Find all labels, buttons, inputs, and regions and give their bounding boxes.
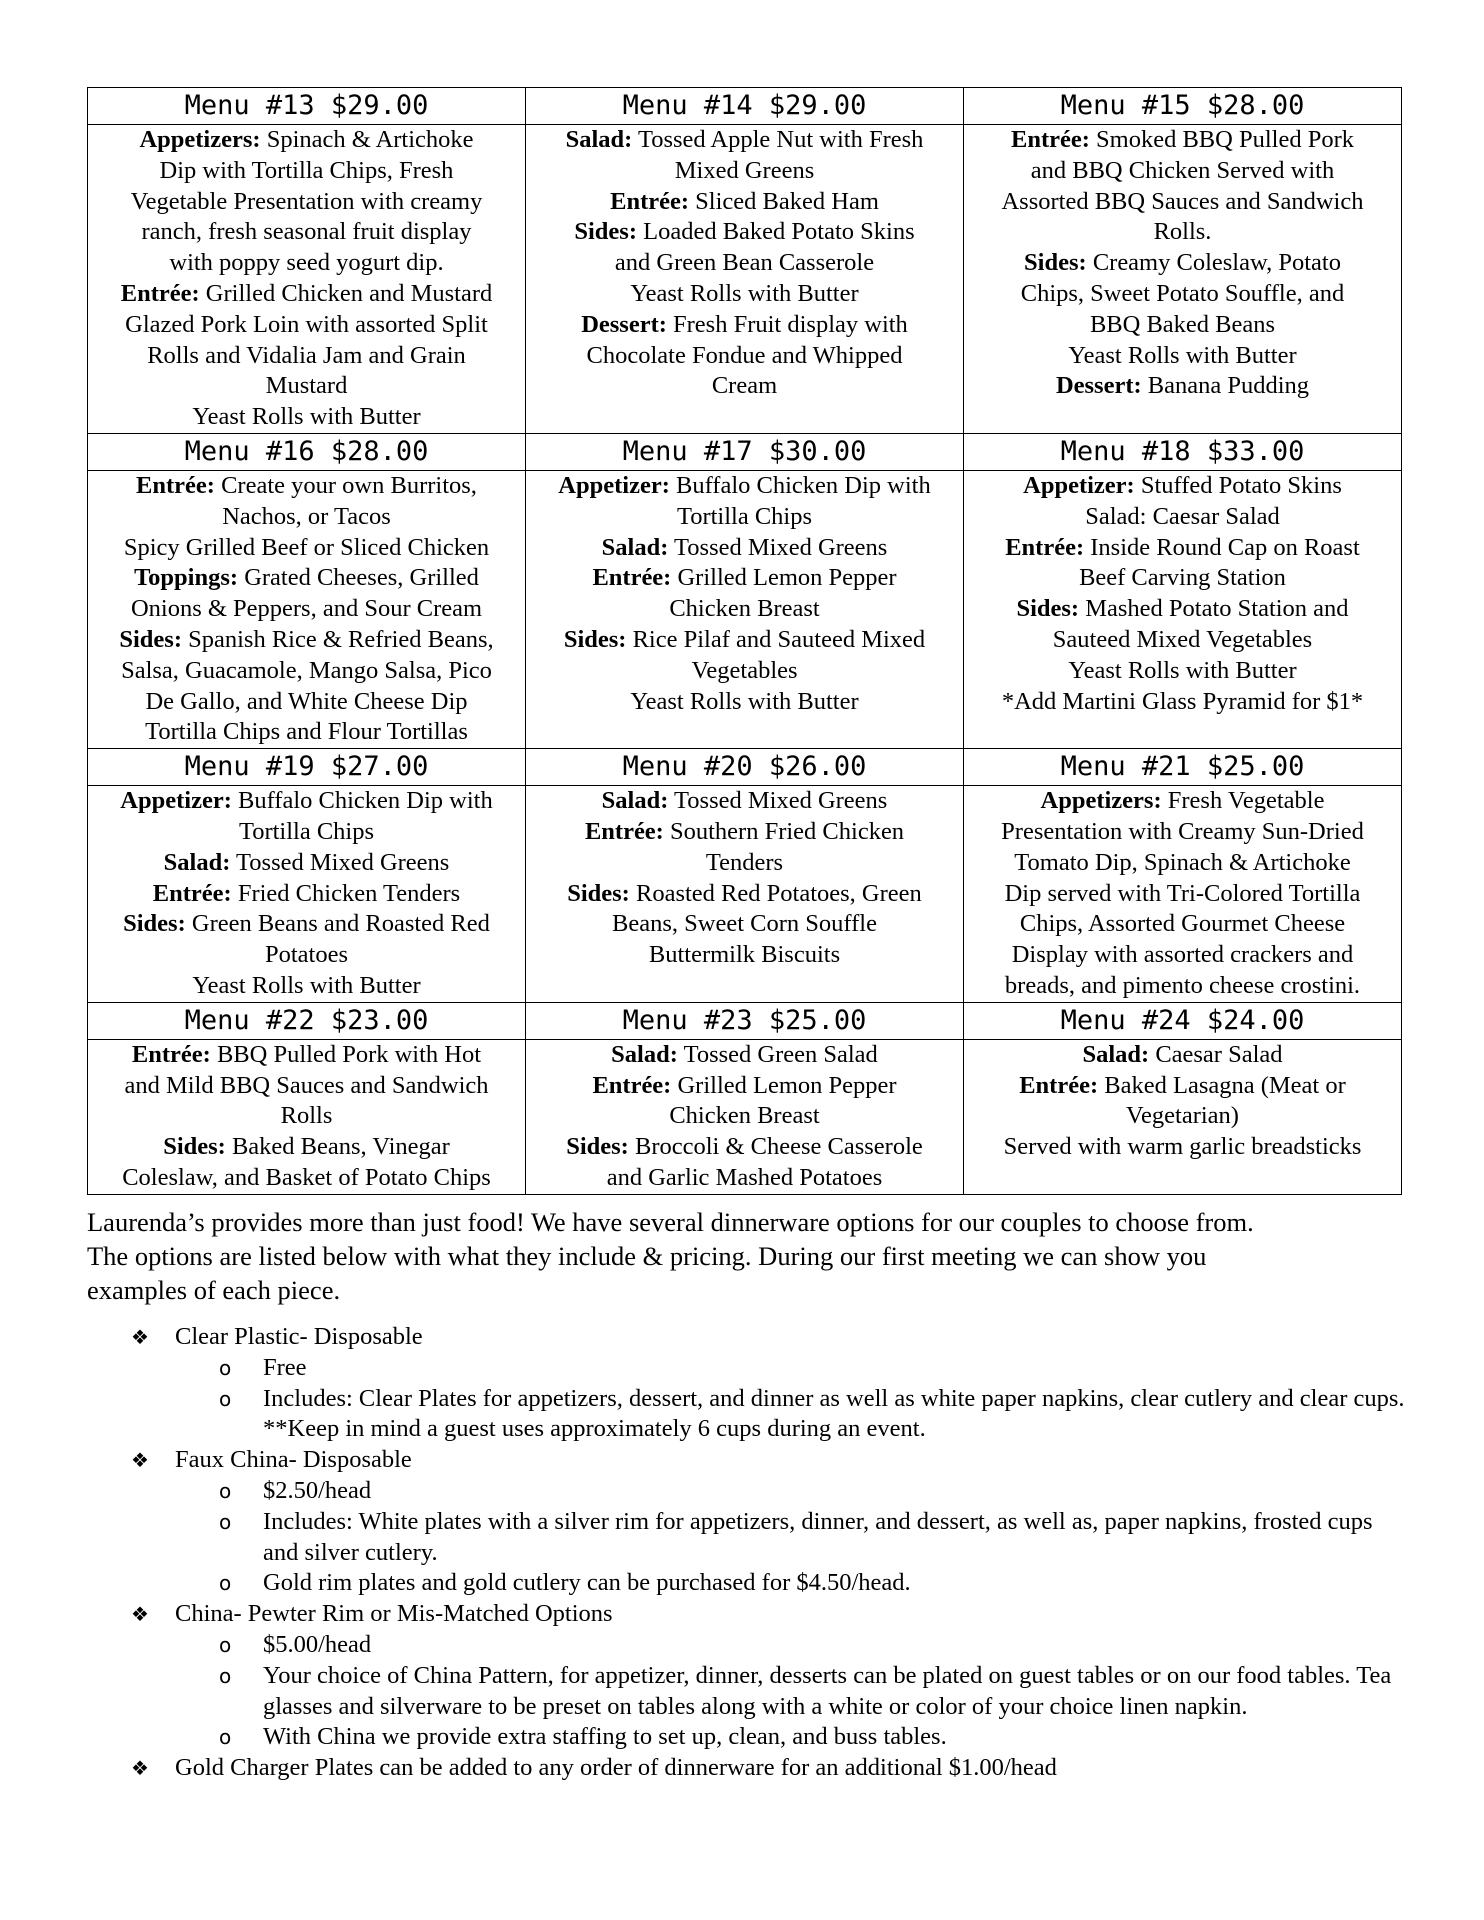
menu-line	[530, 1101, 959, 1132]
menu-line	[530, 187, 959, 218]
dinnerware-option	[87, 1445, 1407, 1476]
menu-text: Create your own Burritos,	[214, 471, 477, 499]
dinnerware-option-detail	[87, 1722, 1407, 1753]
menu-text: Spinach & Artichoke	[260, 126, 474, 153]
menu-line	[968, 156, 1397, 187]
course-label: Entrée:	[1010, 126, 1090, 153]
menu-line	[968, 971, 1397, 1002]
menu-line	[530, 341, 959, 372]
menu-line	[968, 248, 1397, 279]
dinnerware-option-detail	[87, 1353, 1407, 1384]
menu-text: Tenders	[705, 848, 784, 876]
menu-line	[92, 656, 521, 687]
menu-body-row	[88, 125, 1402, 434]
dinnerware-option	[87, 1599, 1407, 1630]
course-label: Entrée:	[1019, 1071, 1099, 1099]
menu-header: Menu #18 $33.00	[964, 433, 1402, 470]
menu-text: Caesar Salad	[1149, 1040, 1283, 1068]
menu-text: Cream	[711, 372, 778, 400]
intro-line: The options are listed below with what they include & pricing. During our first meeting we can show you	[87, 1241, 1207, 1271]
menu-line	[92, 1040, 521, 1071]
menu-text: Grated Cheeses, Grilled	[238, 564, 479, 592]
menu-line	[530, 909, 959, 940]
menu-line	[530, 217, 959, 248]
menu-text: *Add Martini Glass Pyramid for $1*	[1001, 687, 1364, 715]
circle-bullet-icon: o	[219, 1355, 232, 1380]
menu-line	[92, 187, 521, 218]
dinnerware-option-detail	[87, 1568, 1407, 1599]
menu-text: Banana Pudding	[1141, 372, 1310, 400]
menu-text: and Garlic Mashed Potatoes	[606, 1163, 883, 1191]
course-label: Appetizers:	[1040, 787, 1162, 815]
course-label: Entrée:	[131, 1040, 211, 1068]
course-label: Sides:	[163, 1133, 226, 1161]
menu-line	[968, 125, 1397, 156]
menu-text: Mashed Potato Station and	[1079, 595, 1349, 623]
menu-text: Baked Lasagna (Meat or	[1098, 1071, 1346, 1099]
menu-line	[92, 879, 521, 910]
menu-header: Menu #15 $28.00	[964, 88, 1402, 125]
menu-text: Chicken Breast	[669, 1102, 820, 1130]
menu-line	[530, 502, 959, 533]
menu-line	[530, 594, 959, 625]
menu-line	[530, 563, 959, 594]
menu-line	[530, 1071, 959, 1102]
menu-line	[968, 187, 1397, 218]
circle-bullet-icon: o	[219, 1509, 232, 1534]
menu-text: BBQ Pulled Pork with Hot	[210, 1040, 482, 1068]
menu-line	[92, 786, 521, 817]
menu-text: Creamy Coleslaw, Potato	[1086, 249, 1341, 277]
course-label: Sides:	[123, 910, 186, 938]
diamond-bullet-icon: ❖	[131, 1448, 149, 1473]
menu-text: Tossed Green Salad	[677, 1040, 878, 1068]
menu-text: Chocolate Fondue and Whipped	[586, 341, 903, 369]
option-text: $2.50/head	[263, 1476, 372, 1504]
menu-line	[92, 817, 521, 848]
menu-text: Tortilla Chips	[676, 502, 813, 530]
menu-header: Menu #16 $28.00	[88, 433, 526, 470]
circle-bullet-icon: o	[219, 1632, 232, 1657]
course-label: Appetizer:	[1023, 471, 1135, 499]
course-label: Entrée:	[152, 879, 232, 907]
course-label: Entrée:	[136, 471, 215, 499]
menu-line	[530, 879, 959, 910]
menu-line	[92, 717, 521, 748]
menu-header: Menu #22 $23.00	[88, 1002, 526, 1039]
menu-text: Broccoli & Cheese Casserole	[628, 1133, 923, 1161]
menu-text: Coleslaw, and Basket of Potato Chips	[122, 1163, 491, 1191]
dinnerware-options-list	[87, 1322, 1407, 1784]
menu-text: Spanish Rice & Refried Beans,	[182, 625, 494, 653]
menu-line	[92, 1101, 521, 1132]
menu-line	[968, 279, 1397, 310]
menu-description	[964, 1039, 1402, 1194]
menu-line	[530, 371, 959, 402]
menu-description	[88, 786, 526, 1003]
menu-text: Vegetarian)	[1126, 1102, 1239, 1130]
menu-header-row	[88, 1002, 1402, 1039]
menu-text: Roasted Red Potatoes, Green	[629, 879, 922, 907]
menu-text: and Mild BBQ Sauces and Sandwich	[124, 1071, 489, 1099]
menu-line	[968, 817, 1397, 848]
menu-line	[530, 625, 959, 656]
menu-description	[526, 470, 964, 748]
diamond-bullet-icon: ❖	[131, 1602, 149, 1627]
menu-line	[968, 1132, 1397, 1163]
course-label: Appetizer:	[120, 787, 232, 815]
course-label: Entrée:	[120, 279, 200, 307]
menu-line	[968, 909, 1397, 940]
menu-text: Yeast Rolls with Butter	[630, 279, 859, 307]
course-label: Toppings:	[134, 564, 239, 592]
course-label: Salad:	[601, 787, 669, 815]
menu-line	[968, 533, 1397, 564]
menu-line	[92, 341, 521, 372]
menu-text: Rolls.	[1153, 218, 1212, 246]
menu-line	[530, 687, 959, 718]
menu-line	[530, 279, 959, 310]
menu-text: Tortilla Chips	[238, 817, 375, 845]
menu-text: Tossed Mixed Greens	[668, 533, 888, 561]
menu-line	[92, 909, 521, 940]
option-text: Clear Plastic- Disposable	[175, 1323, 423, 1350]
course-label: Appetizer:	[558, 471, 670, 499]
menu-header: Menu #20 $26.00	[526, 749, 964, 786]
menu-text: Grilled Chicken and Mustard	[199, 279, 493, 307]
menu-line	[92, 279, 521, 310]
menu-line	[92, 1132, 521, 1163]
option-text: $5.00/head	[263, 1630, 372, 1658]
menu-text: Buffalo Chicken Dip with	[231, 787, 493, 815]
menu-line	[968, 848, 1397, 879]
menu-line	[968, 594, 1397, 625]
menu-line	[530, 248, 959, 279]
menu-description	[964, 125, 1402, 434]
menu-description	[526, 1039, 964, 1194]
menu-text: with poppy seed yogurt dip.	[169, 249, 444, 277]
menu-header: Menu #17 $30.00	[526, 433, 964, 470]
menu-text: Buttermilk Biscuits	[648, 941, 841, 969]
menu-description	[88, 470, 526, 748]
option-text: Faux China- Disposable	[175, 1446, 412, 1474]
diamond-bullet-icon: ❖	[131, 1756, 149, 1781]
menu-text: Glazed Pork Loin with assorted Split	[125, 310, 488, 338]
menu-body-row	[88, 470, 1402, 748]
intro-line: examples of each piece.	[87, 1275, 341, 1305]
menu-text: Yeast Rolls with Butter	[630, 687, 859, 715]
menu-line	[530, 125, 959, 156]
dinnerware-intro-paragraph	[87, 1205, 1407, 1307]
menu-line	[968, 371, 1397, 402]
diamond-bullet-icon: ❖	[131, 1325, 149, 1349]
dinnerware-option	[87, 1753, 1407, 1784]
dinnerware-option-detail	[87, 1476, 1407, 1507]
menu-text: Buffalo Chicken Dip with	[669, 471, 931, 499]
menu-body-row	[88, 1039, 1402, 1194]
menu-line	[92, 971, 521, 1002]
menu-line	[968, 625, 1397, 656]
menu-line	[968, 656, 1397, 687]
course-label: Salad:	[565, 126, 633, 153]
menu-text: Fried Chicken Tenders	[231, 879, 461, 907]
menu-line	[92, 402, 521, 433]
menu-description	[88, 1039, 526, 1194]
menu-line	[530, 533, 959, 564]
option-text: China- Pewter Rim or Mis-Matched Options	[175, 1600, 613, 1628]
menu-line	[92, 563, 521, 594]
menu-line	[968, 1101, 1397, 1132]
menu-line	[968, 786, 1397, 817]
menu-text: Yeast Rolls with Butter	[192, 403, 421, 431]
menu-line	[92, 310, 521, 341]
menu-line	[530, 471, 959, 502]
menu-text: Beef Carving Station	[1079, 564, 1286, 592]
menu-text: Assorted BBQ Sauces and Sandwich	[1001, 187, 1364, 215]
menu-line	[92, 625, 521, 656]
course-label: Entrée:	[592, 1071, 672, 1099]
course-label: Sides:	[563, 625, 627, 653]
menu-text: Rolls and Vidalia Jam and Grain	[147, 341, 466, 369]
menu-text: ranch, fresh seasonal fruit display	[141, 218, 472, 246]
menu-text: breads, and pimento cheese crostini.	[1004, 971, 1361, 999]
menu-header: Menu #19 $27.00	[88, 749, 526, 786]
menu-line	[92, 848, 521, 879]
menu-text: Display with assorted crackers and	[1011, 941, 1354, 969]
intro-line: Laurenda’s provides more than just food! We have several dinnerware options for our couples to choose from.	[87, 1207, 1254, 1237]
course-label: Sides:	[566, 1133, 629, 1161]
menu-line	[530, 786, 959, 817]
course-label: Entrée:	[584, 817, 664, 845]
menu-line	[968, 1040, 1397, 1071]
menu-text: Rolls	[280, 1102, 333, 1130]
dinnerware-option-detail	[87, 1384, 1407, 1446]
menu-header: Menu #23 $25.00	[526, 1002, 964, 1039]
menu-text: Mustard	[265, 372, 348, 400]
course-label: Sides:	[119, 625, 182, 653]
menu-description	[526, 125, 964, 434]
menu-description	[526, 786, 964, 1003]
menu-header-row	[88, 88, 1402, 125]
menu-text: Tossed Mixed Greens	[230, 848, 450, 876]
menu-line	[968, 879, 1397, 910]
menu-line	[92, 217, 521, 248]
menu-line	[530, 817, 959, 848]
course-label: Entrée:	[610, 187, 690, 215]
menu-text: Salad: Caesar Salad	[1085, 502, 1280, 530]
menu-text: Loaded Baked Potato Skins	[637, 218, 915, 246]
menu-text: Baked Beans, Vinegar	[225, 1133, 450, 1161]
menu-line	[968, 563, 1397, 594]
menu-line	[968, 940, 1397, 971]
menu-text: Dip served with Tri-Colored Tortilla	[1004, 879, 1361, 907]
circle-bullet-icon: o	[219, 1571, 232, 1596]
menu-body-row	[88, 786, 1402, 1003]
menu-line	[968, 310, 1397, 341]
menu-text: Chicken Breast	[669, 595, 820, 623]
menu-line	[530, 656, 959, 687]
menu-text: Vegetable Presentation with creamy	[130, 187, 483, 215]
option-text: With China we provide extra staffing to set up, clean, and buss tables.	[263, 1723, 947, 1751]
circle-bullet-icon: o	[219, 1663, 232, 1688]
option-text: Includes: Clear Plates for appetizers, dessert, and dinner as well as white paper napkins, clear cutlery and clear cups. **Keep in mind a guest uses approximately 6 cups during an event.	[263, 1384, 1405, 1443]
menu-text: BBQ Baked Beans	[1089, 310, 1276, 338]
menu-line	[92, 471, 521, 502]
menu-text: Dip with Tortilla Chips, Fresh	[159, 156, 454, 184]
menu-description	[964, 786, 1402, 1003]
menu-line	[92, 1163, 521, 1194]
menu-table	[87, 87, 1402, 1195]
menu-line	[92, 533, 521, 564]
menu-text: Presentation with Creamy Sun-Dried	[1001, 817, 1364, 845]
course-label: Salad:	[1082, 1040, 1150, 1068]
menu-text: Nachos, or Tacos	[222, 502, 391, 530]
menu-line	[968, 341, 1397, 372]
menu-text: Stuffed Potato Skins	[1134, 471, 1342, 499]
menu-text: and Green Bean Casserole	[614, 249, 875, 277]
option-text: Gold Charger Plates can be added to any order of dinnerware for an additional $1.00/head	[175, 1754, 1057, 1782]
menu-header: Menu #14 $29.00	[526, 88, 964, 125]
menu-line	[92, 371, 521, 402]
menu-line	[530, 1040, 959, 1071]
menu-line	[92, 687, 521, 718]
menu-text: Potatoes	[264, 941, 349, 969]
menu-line	[92, 502, 521, 533]
dinnerware-option-detail	[87, 1507, 1407, 1569]
course-label: Appetizers:	[139, 126, 261, 153]
menu-text: Tortilla Chips and Flour Tortillas	[145, 718, 468, 746]
menu-line	[968, 502, 1397, 533]
option-text: Your choice of China Pattern, for appetizer, dinner, desserts can be plated on guest tables or on our food tables. Tea glasses and silverware to be preset on tables along with a white or color of your choice linen napkin.	[263, 1661, 1392, 1720]
menu-line	[968, 471, 1397, 502]
dinnerware-option	[87, 1322, 1407, 1353]
menu-text: Served with warm garlic breadsticks	[1003, 1133, 1362, 1161]
course-label: Entrée:	[592, 564, 672, 592]
menu-line	[530, 1163, 959, 1194]
menu-line	[92, 940, 521, 971]
menu-text: Beans, Sweet Corn Souffle	[612, 910, 877, 938]
menu-text: Green Beans and Roasted Red	[185, 910, 490, 938]
circle-bullet-icon: o	[219, 1478, 232, 1503]
menu-line	[92, 125, 521, 156]
menu-line	[530, 940, 959, 971]
menu-text: Yeast Rolls with Butter	[1068, 341, 1297, 369]
menu-line	[92, 156, 521, 187]
circle-bullet-icon: o	[219, 1725, 232, 1750]
option-text: Includes: White plates with a silver rim for appetizers, dinner, and dessert, as well as, paper napkins, frosted cups and silver cutlery.	[263, 1507, 1373, 1566]
menu-text: Yeast Rolls with Butter	[192, 971, 421, 999]
menu-description	[88, 125, 526, 434]
menu-header: Menu #24 $24.00	[964, 1002, 1402, 1039]
menu-line	[530, 848, 959, 879]
dinnerware-option-detail	[87, 1661, 1407, 1723]
menu-text: Inside Round Cap on Roast	[1084, 533, 1360, 561]
course-label: Sides:	[1024, 249, 1087, 277]
course-label: Entrée:	[1005, 533, 1085, 561]
menu-text: Sliced Baked Ham	[689, 187, 879, 215]
menu-text: Tomato Dip, Spinach & Artichoke	[1014, 848, 1351, 876]
course-label: Dessert:	[1055, 372, 1142, 400]
course-label: Salad:	[611, 1040, 678, 1068]
menu-line	[968, 687, 1397, 718]
menu-text: Salsa, Guacamole, Mango Salsa, Pico	[121, 656, 492, 684]
menu-text: Southern Fried Chicken	[663, 817, 905, 845]
menu-text: Smoked BBQ Pulled Pork	[1089, 126, 1354, 153]
menu-text: Vegetables	[691, 656, 798, 684]
menu-text: Spicy Grilled Beef or Sliced Chicken	[123, 533, 490, 561]
menu-text: Rice Pilaf and Sauteed Mixed	[626, 625, 926, 653]
menu-header-row	[88, 433, 1402, 470]
menu-line	[530, 156, 959, 187]
menu-line	[968, 217, 1397, 248]
course-label: Sides:	[1016, 595, 1080, 623]
menu-text: De Gallo, and White Cheese Dip	[145, 687, 468, 715]
circle-bullet-icon: o	[219, 1386, 232, 1411]
menu-header: Menu #21 $25.00	[964, 749, 1402, 786]
menu-text: Yeast Rolls with Butter	[1068, 656, 1297, 684]
menu-text: Sauteed Mixed Vegetables	[1052, 625, 1313, 653]
menu-text: Mixed Greens	[674, 156, 815, 184]
course-label: Sides:	[574, 218, 637, 246]
menu-line	[92, 594, 521, 625]
menu-text: Grilled Lemon Pepper	[671, 1071, 897, 1099]
menu-text: Onions & Peppers, and Sour Cream	[130, 595, 483, 623]
menu-line	[530, 310, 959, 341]
menu-text: Chips, Assorted Gourmet Cheese	[1019, 910, 1346, 938]
option-text: Gold rim plates and gold cutlery can be purchased for $4.50/head.	[263, 1569, 911, 1597]
menu-line	[92, 1071, 521, 1102]
menu-line	[968, 1071, 1397, 1102]
menu-description	[964, 470, 1402, 748]
menu-line	[530, 1132, 959, 1163]
course-label: Salad:	[601, 533, 669, 561]
menu-text: Chips, Sweet Potato Souffle, and	[1020, 279, 1345, 307]
menu-text: Grilled Lemon Pepper	[671, 564, 897, 592]
dinnerware-option-detail	[87, 1630, 1407, 1661]
menu-text: Tossed Apple Nut with Fresh	[632, 126, 924, 153]
menu-text: Fresh Fruit display with	[666, 310, 908, 338]
course-label: Salad:	[163, 848, 231, 876]
menu-text: Fresh Vegetable	[1161, 787, 1325, 815]
menu-header-row	[88, 749, 1402, 786]
course-label: Dessert:	[581, 310, 667, 338]
menu-text: Tossed Mixed Greens	[668, 787, 888, 815]
option-text: Free	[263, 1353, 307, 1381]
menu-text: and BBQ Chicken Served with	[1030, 156, 1335, 184]
menu-header: Menu #13 $29.00	[88, 88, 526, 125]
menu-line	[92, 248, 521, 279]
course-label: Sides:	[567, 879, 630, 907]
